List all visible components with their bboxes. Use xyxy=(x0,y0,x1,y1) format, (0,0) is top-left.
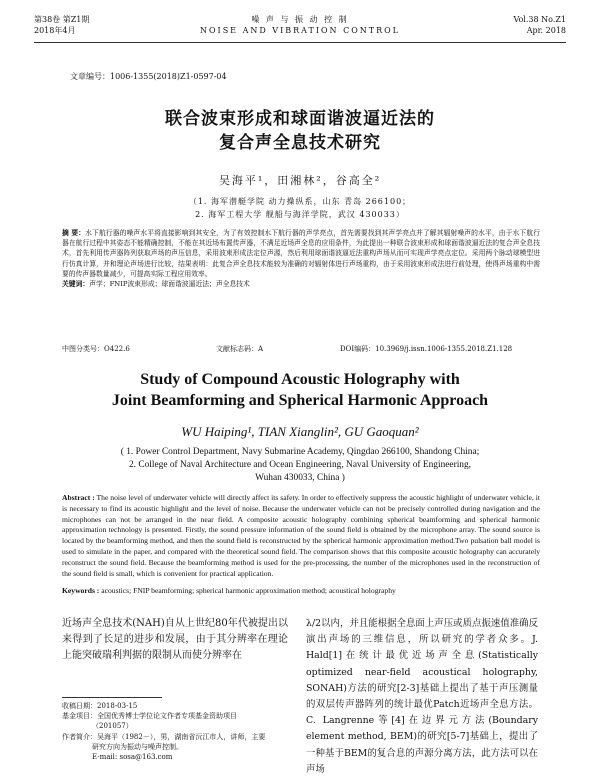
authors-en: WU Haiping¹, TIAN Xianglin², GU Gaoquan² xyxy=(181,424,419,439)
document-code: 文献标志码：A xyxy=(216,345,264,353)
affiliation-en-2: 2. College of Naval Architecture and Ocean Engineering, Naval University of Engineering, xyxy=(128,460,472,470)
affiliation-en-1: ( 1. Power Control Department, Navy Submarine Academy, Qingdao 266100, Shandong China; xyxy=(120,447,480,457)
affiliation-cn-2: 2. 海军工程大学 舰船与海洋学院，武汉 430033） xyxy=(195,210,405,219)
title-en-line2: Joint Beamforming and Spherical Harmonic Approach xyxy=(111,392,489,409)
header-left-line1: 第38卷 第Z1期 xyxy=(34,15,90,24)
footnote-fund: 基金项目：全国优秀博士学位论文作者专项基金资助项目 xyxy=(62,712,237,721)
body-right-text: λ/2以内，并且能根据全息面上声压或质点振速值准确反演出声场的三维信息，所以研究的学者众多。J. Hald[1]在统计最优近场声全息(Statistically optimized near-field acoustical holography, SONAH)方法的研究[2-3]基础上提出了基于声压测量的双层传声器阵列的统计最优Patch近场声全息方法。C. Langrenne等[4]在边界元方法(Boundary element method, BEM)的研究[5-7]基础上，提出了一种基于BEM的复合息的声源分离方法，此方法可以在声场 xyxy=(306,618,538,775)
abstract-cn-text: 水下航行器的噪声水平将直接影响到其安全，为了有效控制水下航行器的声学亮点，首先需要找到其声学亮点并了解其辐射噪声的水平，由于水下航行器在航行过程中其姿态不能精确控制，不能在其近场布置传声器，不满足近场声全息的应用条件，为此提出一种联合波束形成和球面谐波逼近法的复合声全息技术，首先利用传声器阵列获取声场的声压信息，采用波束形成法定位声源，然后利用球面谐波逼近法重构声场从而可实现声学亮点定位。采用两个脉动球模型进行仿真计算，并和理论声场进行比较，结果表明：此复合声全息技术能较为准确的对辐射体进行声场重构，由于采用波束形成法进行前处理，使得声场重构中需要的传声器数量减少，可提高实际工程应用效率。 xyxy=(62,229,541,278)
clc-number: 中图分类号：O422.6 xyxy=(62,345,130,353)
footnotes xyxy=(62,701,294,762)
header-left-line2: 2018年4月 xyxy=(34,26,76,35)
doi: DOI编码：10.3969/j.issn.1006-1355.2018.Z1.128 xyxy=(340,345,513,353)
affiliation-en-3: Wuhan 430033, China ) xyxy=(255,473,345,483)
header-center-line1: 噪 声 与 振 动 控 制 xyxy=(251,15,349,24)
body-left-column xyxy=(62,616,288,664)
footnote-fund-number: （201057） xyxy=(92,722,133,731)
abstract-en-label: Abstract : xyxy=(62,493,95,502)
footnote-rule xyxy=(62,697,162,698)
journal-volume-en xyxy=(513,14,566,36)
abstract-en-text: The noise level of underwater vehicle will directly affect its safety. In order to effectively suppress the acoustic highlight of underwater vehicle, it is necessary to find its acoustic highlight and the level of noise. Because the underwater vehicle can not be precisely controlled during navigation and the microphones can not be arranged in the near field. A composite acoustic holography combining spherical beamforming and spherical harmonic approximation technology is presented. Firstly, the sound pressure information of the sound field is obtained by the microphone array. The sound source is located by the beamforming method, and then the sound field is reconstructed by the spherical harmonic approximation method.Two pulsation ball model is used to simulate in the paper, and compared with the theoretical sound field. The comparison shows that this composite acoustic holography can accurately reconstruct the sound field. Because the beamforming method is used for the pre-processing, the number of the microphones used in the reconstruction of the sound field is small, which is convenient for practical application. xyxy=(62,493,540,578)
keywords-cn: 声学；FNIP波束形成；球面谐波逼近法；声全息技术 xyxy=(89,280,250,289)
keywords-en-block xyxy=(62,586,540,595)
title-cn-line1: 联合波束形成和球面谐波逼近法的 xyxy=(165,109,435,129)
authors-cn: 吴海平¹，田湘林²，谷高全² xyxy=(218,174,382,187)
header-center-line2: NOISE AND VIBRATION CONTROL xyxy=(199,26,400,35)
running-header xyxy=(34,14,566,42)
body-right-column xyxy=(306,616,538,778)
body-left-text: 近场声全息技术(NAH)自从上世纪80年代被提出以来得到了长足的进步和发展，由于其分辨率在理论上能突破瑞利判据的限制从而使分辨率在 xyxy=(62,618,288,661)
header-rule xyxy=(34,42,566,43)
abstract-en xyxy=(62,493,540,579)
keywords-en-label: Keywords : xyxy=(62,586,100,595)
keywords-en: acoustics; FNIP beamforming; spherical harmonic approximation method; acoustical holography xyxy=(101,586,396,595)
abstract-cn-label: 摘 要： xyxy=(62,229,86,237)
keywords-cn-label: 关键词： xyxy=(62,280,90,289)
footnote-email: E-mail: sosa@163.com xyxy=(92,753,173,762)
header-right-line2: Apr. 2018 xyxy=(526,26,566,35)
title-en-line1: Study of Compound Acoustic Holography with xyxy=(140,371,460,388)
footnote-received: 收稿日期：2018-03-15 xyxy=(62,702,138,710)
header-right-line1: Vol.38 No.Z1 xyxy=(513,15,566,24)
footnote-author-bio: 作者简介：吴海平（1982－），男，湖南省沅江市人，讲师，主要 xyxy=(62,732,266,741)
affiliation-cn-1: （1. 海军潜艇学院 动力操纵系，山东 青岛 266100； xyxy=(188,197,412,206)
footnote-research-field: 研究方向为振动与噪声控制。 xyxy=(92,742,183,751)
journal-name xyxy=(34,14,566,36)
article-number: 文章编号：1006-1355(2018)Z1-0597-04 xyxy=(70,72,227,81)
title-cn-line2: 复合声全息技术研究 xyxy=(219,133,381,153)
abstract-cn xyxy=(62,228,540,289)
